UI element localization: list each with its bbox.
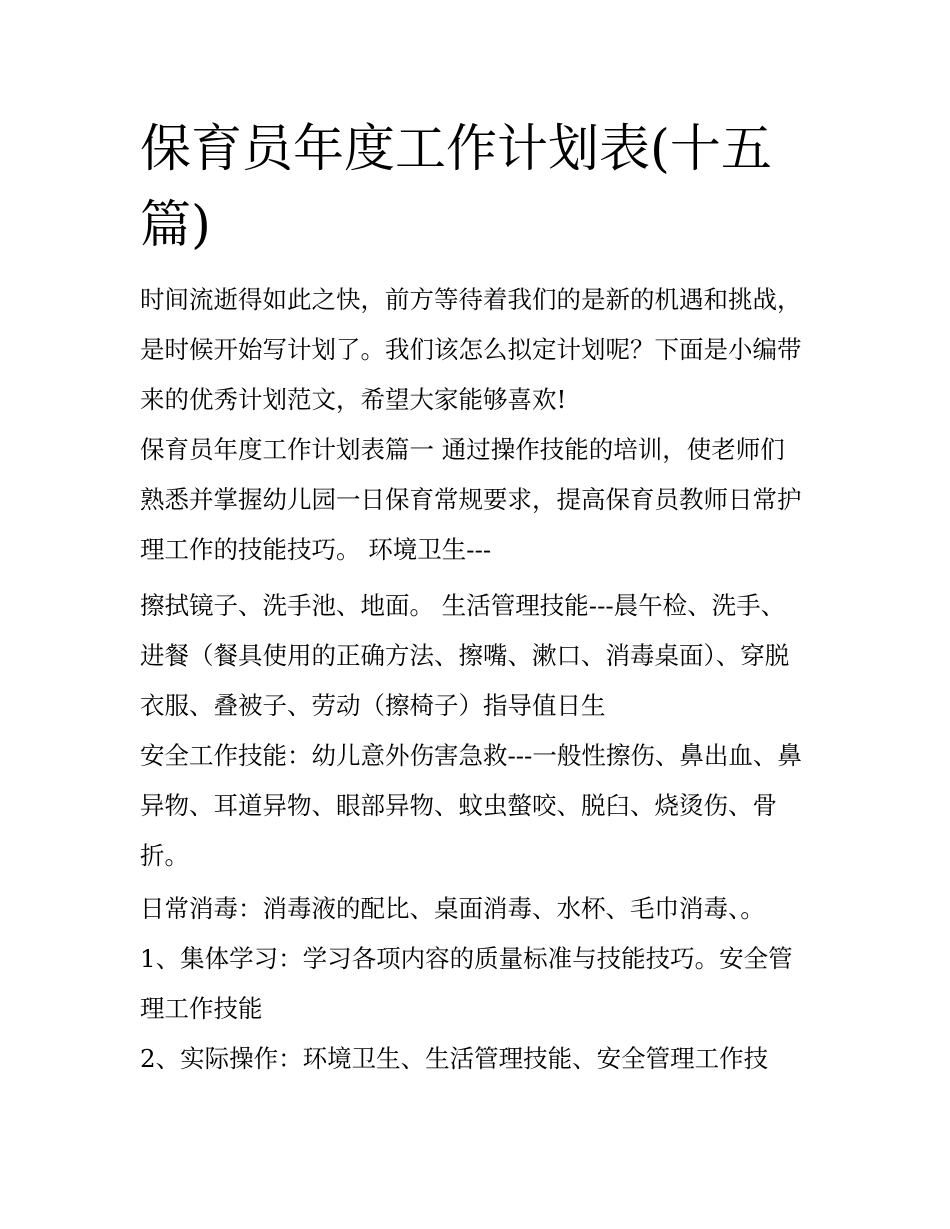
body-line-2: 是时候开始写计划了。我们该怎么拟定计划呢？下面是小编带 bbox=[140, 335, 802, 364]
body-line-5: 熟悉并掌握幼儿园一日保育常规要求，提高保育员教师日常护 bbox=[140, 485, 802, 514]
body-line-8: 进餐（餐具使用的正确方法、擦嘴、漱口、消毒桌面）、穿脱 bbox=[140, 641, 790, 670]
body-line-7: 擦拭镜子、洗手池、地面。 生活管理技能---晨午检、洗手、 bbox=[140, 591, 786, 620]
body-line-9: 衣服、叠被子、劳动（擦椅子）指导值日生 bbox=[140, 691, 606, 720]
body-line-11: 异物、耳道异物、眼部异物、蚊虫螫咬、脱臼、烧烫伤、骨 bbox=[140, 791, 777, 820]
body-line-3: 来的优秀计划范文，希望大家能够喜欢! bbox=[140, 385, 567, 414]
title-line-2: 篇) bbox=[140, 196, 211, 255]
body-line-12: 折。 bbox=[140, 841, 189, 870]
body-line-6: 理工作的技能技巧。 环境卫生--- bbox=[140, 535, 492, 564]
body-line-16: 2、实际操作：环境卫生、生活管理技能、安全管理工作技 bbox=[140, 1044, 769, 1073]
body-line-1: 时间流逝得如此之快，前方等待着我们的是新的机遇和挑战， bbox=[140, 285, 802, 314]
body-line-15: 理工作技能 bbox=[140, 994, 263, 1023]
body-line-14: 1、集体学习：学习各项内容的质量标准与技能技巧。安全管 bbox=[140, 944, 793, 973]
title-line-1: 保育员年度工作计划表(十五 bbox=[140, 120, 772, 179]
body-line-10: 安全工作技能：幼儿意外伤害急救---一般性擦伤、鼻出血、鼻 bbox=[140, 741, 802, 770]
document-page bbox=[140, 0, 812, 1229]
body-line-4: 保育员年度工作计划表篇一 通过操作技能的培训，使老师们 bbox=[140, 435, 785, 464]
body-line-13: 日常消毒：消毒液的配比、桌面消毒、水杯、毛巾消毒、。 bbox=[140, 894, 765, 923]
document-title bbox=[140, 112, 812, 264]
